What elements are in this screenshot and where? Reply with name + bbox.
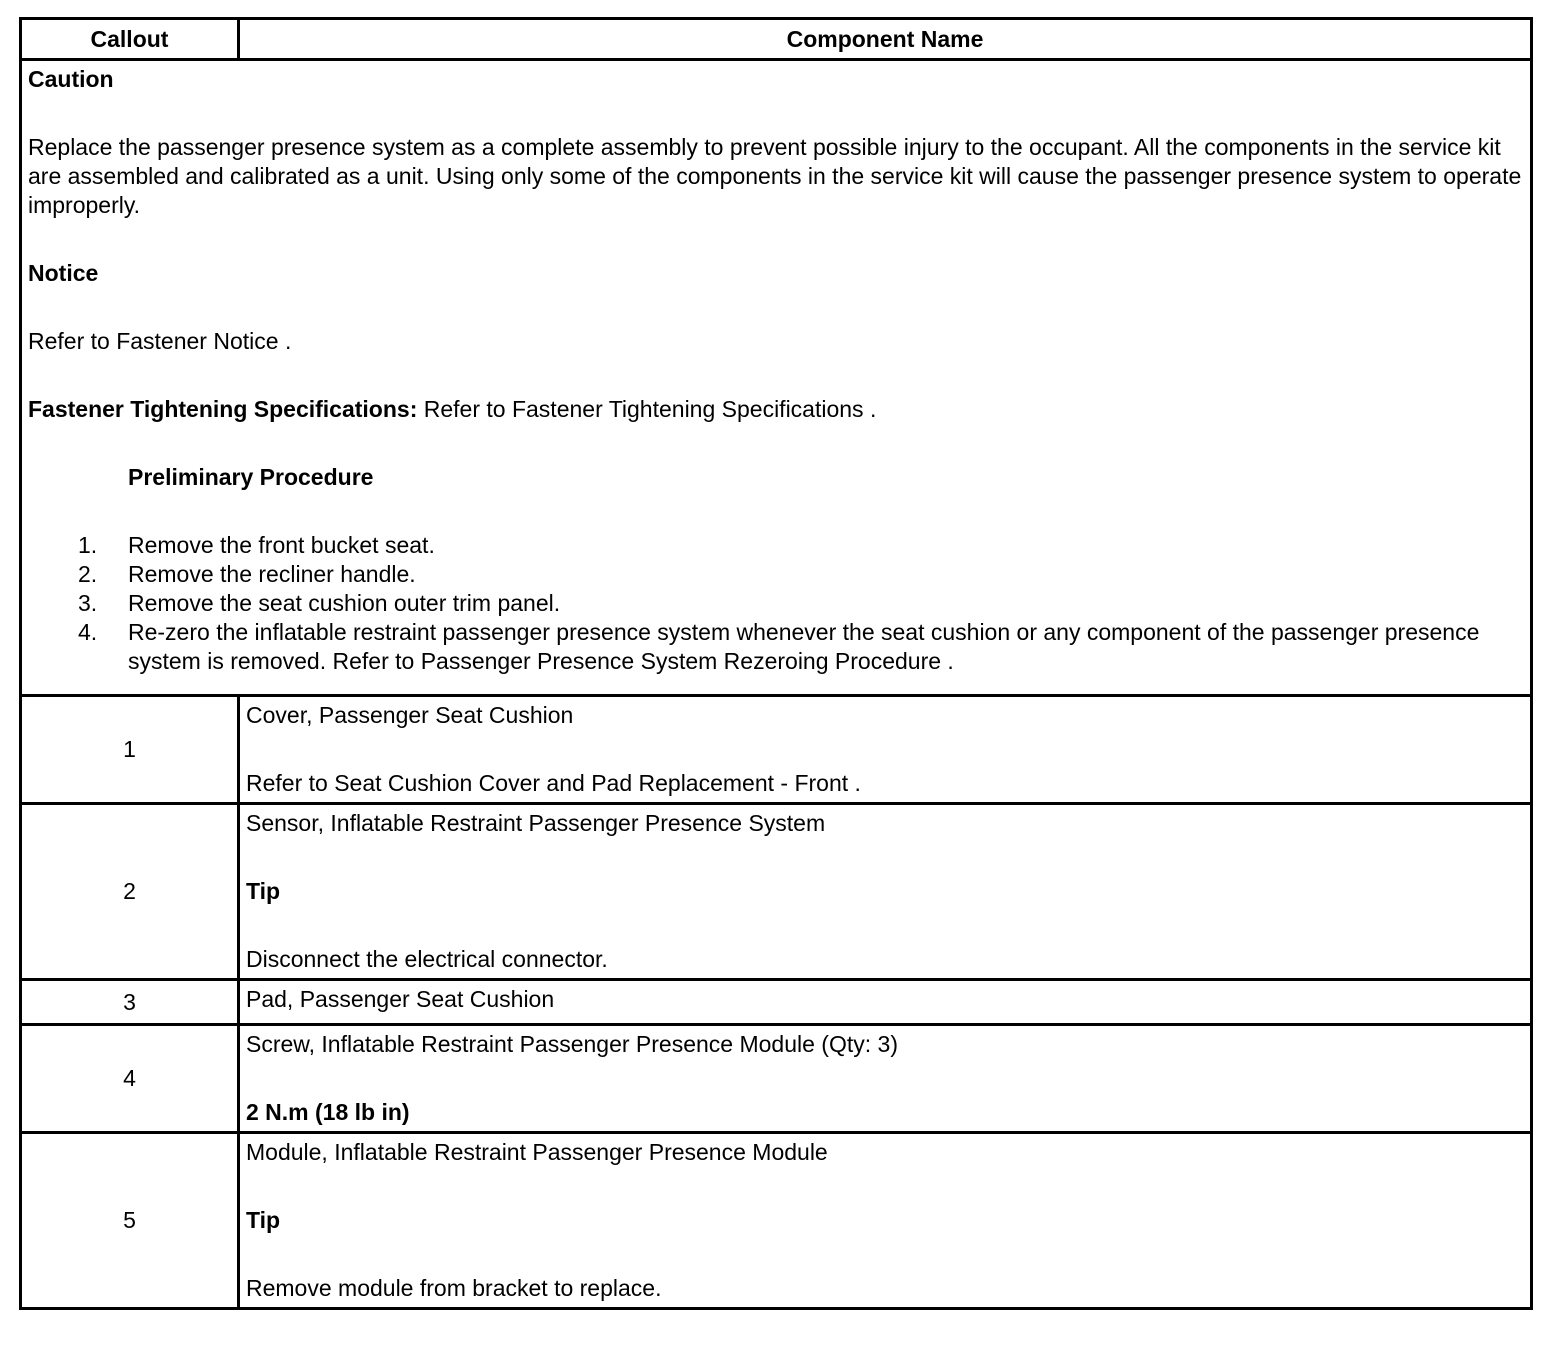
step-text: Re-zero the inflatable restraint passenger presence system whenever the seat cushion or any component of the passenger presence system is removed. Refer to Passenger Presence System Rezeroing Procedure .: [128, 619, 1480, 674]
component-name: Module, Inflatable Restraint Passenger Presence Module: [246, 1139, 828, 1165]
notice-title: Notice: [28, 260, 99, 286]
tightening-spec-text: Refer to Fastener Tightening Specifications .: [417, 396, 877, 422]
component-name-column-header: Component Name: [239, 19, 1532, 60]
notes-row: [21, 60, 1532, 696]
procedure-step: [28, 589, 1524, 618]
table-row: [21, 804, 1532, 980]
table-header-row: [21, 19, 1532, 60]
component-cell: [239, 804, 1532, 980]
component-cell: [239, 1133, 1532, 1309]
caution-title: Caution: [28, 66, 114, 92]
component-cell: [239, 980, 1532, 1025]
procedure-steps: [28, 531, 1524, 676]
callout-cell: 4: [21, 1025, 239, 1133]
tightening-spec-label: Fastener Tightening Specifications:: [28, 396, 418, 422]
procedure-step: [28, 531, 1524, 560]
step-text: Remove the seat cushion outer trim panel.: [128, 590, 561, 616]
procedure-step: [28, 560, 1524, 589]
callout-cell: 2: [21, 804, 239, 980]
callout-cell: 1: [21, 696, 239, 804]
table-row: [21, 1025, 1532, 1133]
component-table: [19, 17, 1533, 1310]
component-cell: [239, 696, 1532, 804]
step-text: Remove the recliner handle.: [128, 561, 416, 587]
component-cell: [239, 1025, 1532, 1133]
component-detail: Remove module from bracket to replace.: [246, 1275, 662, 1301]
component-name: Pad, Passenger Seat Cushion: [246, 986, 555, 1012]
step-number: 4.: [78, 619, 98, 645]
notice-text: Refer to Fastener Notice .: [28, 328, 292, 354]
callout-cell: 5: [21, 1133, 239, 1309]
step-number: 1.: [78, 532, 98, 558]
procedure-title: Preliminary Procedure: [128, 464, 374, 490]
table-row: [21, 696, 1532, 804]
procedure-step: [28, 618, 1524, 676]
tip-title: Tip: [246, 1207, 281, 1233]
tightening-spec: [28, 395, 1524, 424]
callout-column-header: Callout: [21, 19, 239, 60]
torque-spec: 2 N.m (18 lb in): [246, 1099, 410, 1125]
caution-text: Replace the passenger presence system as a complete assembly to prevent possible injury to the occupant. All the components in the service kit are assembled and calibrated as a unit. Using only some of the components in the service kit will cause the passenger presence system to operate improperly.: [28, 134, 1522, 218]
tip-title: Tip: [246, 878, 281, 904]
step-text: Remove the front bucket seat.: [128, 532, 435, 558]
component-detail: Disconnect the electrical connector.: [246, 946, 608, 972]
step-number: 2.: [78, 561, 98, 587]
step-number: 3.: [78, 590, 98, 616]
table-row: [21, 980, 1532, 1025]
component-detail: Refer to Seat Cushion Cover and Pad Replacement - Front .: [246, 770, 861, 796]
callout-cell: 3: [21, 980, 239, 1025]
component-name: Screw, Inflatable Restraint Passenger Presence Module (Qty: 3): [246, 1031, 898, 1057]
component-name: Cover, Passenger Seat Cushion: [246, 702, 574, 728]
component-name: Sensor, Inflatable Restraint Passenger Presence System: [246, 810, 826, 836]
notes-cell: [21, 60, 1532, 696]
table-row: [21, 1133, 1532, 1309]
